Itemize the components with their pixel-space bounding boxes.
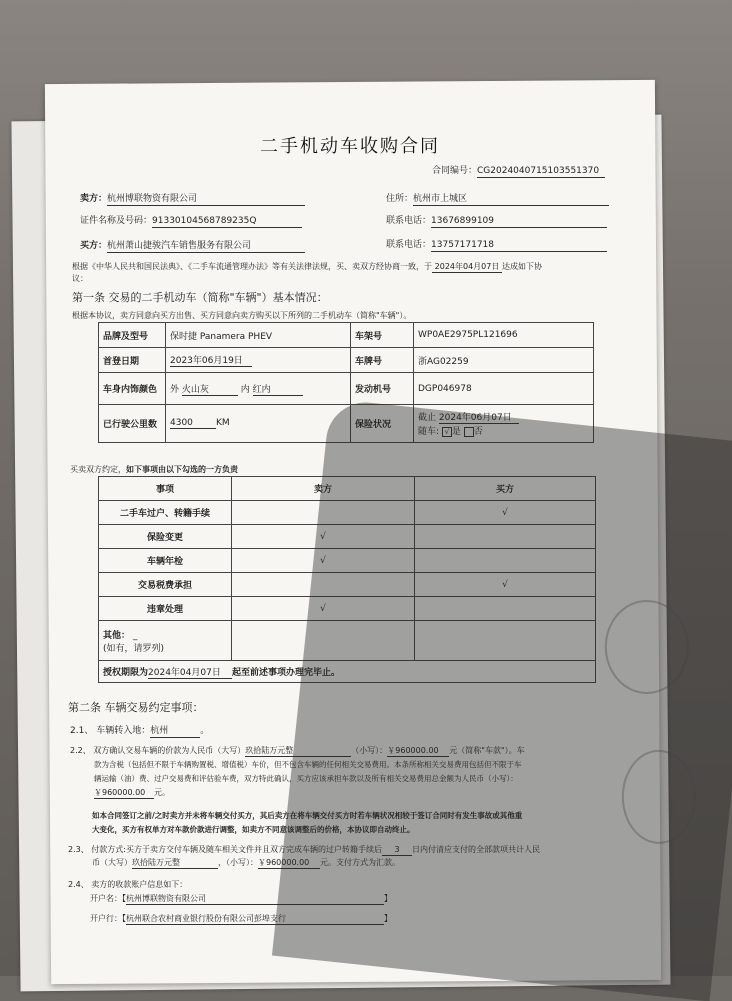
auth-label: 授权期限为 [103,667,149,678]
buyer-check[interactable]: √ [415,501,596,525]
reg-date-cell [166,348,351,373]
phone2-label: 联系电话： [386,240,432,250]
adjustment-clause-line2: 大变化，买方有权单方对车款价款进行调整，如卖方不同意该调整后的价格，本协议即自动终止。 [92,825,415,834]
responsibility-intro [70,464,238,475]
color-label: 车身内饰颜色 [99,373,166,405]
page-title: 二手机动车收购合同 [260,136,440,157]
table-row [99,501,596,525]
seller-value: 杭州博联物资有限公司 [107,194,305,206]
clause-2-3-line1 [68,844,540,856]
buyer-value: 杭州萧山捷骏汽车销售服务有限公司 [107,241,305,253]
phone1-row [386,216,607,228]
table-row [99,549,596,573]
clause-number: 2.3、 [68,845,89,854]
payment-uppercase: 玖拾陆万元整 [132,857,218,869]
bracket-left: 【 [122,914,126,923]
interior-value: 红内 [253,382,303,396]
intro-line2: 议： [72,274,88,283]
seller-check[interactable] [232,501,415,525]
buyer-check[interactable] [415,525,596,549]
payment-text-end: 日内付清应支付的全部款项共计人民 [411,845,540,854]
buyer-label: 买方： [80,241,108,251]
authorization-cell [99,661,596,683]
seller-check[interactable]: √ [232,597,415,621]
seller-check[interactable] [232,573,415,597]
auth-date: 2024年04月07日 [148,665,232,679]
other-label: 其他： [103,630,131,641]
clause-2-3-line2 [92,857,400,869]
clause-2-1 [70,726,209,738]
header-item: 事项 [99,477,232,501]
clause-2-2-line3: 辆运输（油）费、过户交易费和评估验车费，双方特此确认，买方应该承担车款以及所有相关交易费用总金额为人民币（小写）： [94,774,518,783]
seller-row [80,194,305,206]
table-header-row [99,477,596,501]
item-violations: 违章处理 [99,597,232,621]
buyer-row [80,241,305,253]
brand-value: 保时捷 Panamera PHEV [166,323,351,348]
other-cell [99,621,232,661]
payment-method: 元。支付方式为汇款。 [320,858,400,867]
other-seller-cell [232,621,415,661]
section2-heading: 第二条 车辆交易约定事项： [68,701,204,714]
item-transfer: 二手车过户、转籍手续 [99,501,232,525]
buyer-check[interactable]: √ [415,573,596,597]
intro-line1 [72,261,542,273]
reg-date-value: 2023年06月19日 [170,353,252,367]
table-row [99,373,594,405]
bracket-left: 【 [122,894,126,903]
clause-2-1-label: 车辆转入地： [96,726,151,736]
table-row [99,323,594,348]
insurance-until-label: 截止 [418,413,437,423]
bracket-right: 】 [384,894,392,903]
address-row [386,194,609,206]
other-note: (如有，请罗列) [103,643,165,654]
responsibility-table [98,476,596,683]
mileage-value: 4300 [170,418,216,429]
brand-label: 品牌及型号 [99,323,166,348]
payment-text: 付款方式:买方于卖方交付车辆及随车相关文件并且双方完成车辆的过户转籍手续后 [91,845,382,854]
account-name-value: 杭州博联物资有限公司 [126,893,384,905]
payment-uppercase-label: 币（大写） [92,858,132,867]
engine-label: 发动机号 [351,373,414,405]
item-insurance: 保险变更 [99,525,232,549]
id-label: 证件名称及号码： [80,216,153,226]
interior-prefix: 内 [240,384,250,395]
adjustment-clause-line1: 如本合同签订之前/之时卖方并未将车辆交付买方，其后卖方在将车辆交付买方时若车辆状况相较于签订合同时有发生事故或其他重 [92,811,523,820]
item-inspection: 车辆年检 [99,549,232,573]
item-taxes: 交易税费承担 [99,573,232,597]
mileage-cell [166,405,351,443]
intro-date: 2024年04月07日 [432,261,502,273]
mileage-unit: KM [216,418,230,428]
section1-heading: 第一条 交易的二手机动车（简称"车辆"）基本情况： [72,291,328,304]
seller-label: 卖方： [80,194,108,204]
yes-label: 是 [451,427,461,437]
with-car-label: 随车: [418,427,440,437]
other-value: _ [132,630,138,641]
table-row [99,661,596,683]
bracket-right: 】 [384,914,392,923]
clause-2-2-line2: 款为含税（包括但不限于车辆购置税、增值税）车价，但不包含车辆的任何相关交易费用。本条所称相关交易费用包括但不限于车 [94,760,522,769]
insurance-cell [414,405,594,443]
header-buyer: 买方 [415,477,596,501]
plate-label: 车牌号 [351,348,414,373]
buyer-check[interactable] [415,597,596,621]
account-info-label: 卖方的收款账户信息如下： [91,880,188,889]
intro-text-end: 达成如下协 [502,262,542,271]
account-name-label: 开户名： [90,894,122,903]
price-text-end: 元（简称"车款"）。车 [449,746,525,755]
bank-label: 开户行： [90,914,122,923]
destination-value: 杭州 [150,726,200,738]
exterior-value: 火山灰 [182,382,238,396]
responsibility-intro-a: 买卖双方约定， [70,465,126,474]
phone1-value: 13676899109 [431,216,607,228]
header-seller: 卖方 [232,477,415,501]
reg-date-label: 首登日期 [99,348,166,373]
id-value: 91330104568789235Q [152,216,302,228]
payment-lowercase: ￥960000.00 [258,857,320,869]
bank-value: 杭州联合农村商业银行股份有限公司彭埠支行 [126,913,384,925]
intro-text: 根据《中华人民共和国民法典》、《二手车流通管理办法》等有关法律法规，买、卖双方经协商一致，于 [72,262,432,271]
insurance-until [418,410,589,424]
section1-desc: 根据本协议，卖方同意向买方出售、买方同意向卖方购买以下所列的二手机动车（简称"车辆"）。 [72,311,412,320]
table-row [99,348,594,373]
vin-label: 车架号 [351,323,414,348]
phone2-value: 13757171718 [431,240,607,252]
mileage-label: 已行驶公里数 [99,405,166,443]
account-name-row [90,893,392,905]
payment-lowercase-label: ，（小写）： [218,858,258,867]
price-text: 双方确认交易车辆的价款为人民币（大写） [93,746,246,755]
contract-number-value: CG2024040715103551370 [477,166,605,178]
clause-2-2-line4 [94,787,170,799]
table-row [99,621,596,661]
total-amount: ￥960000.00 [94,787,154,799]
seller-check[interactable]: √ [232,549,415,573]
clause-number: 2.1、 [70,726,94,736]
clause-number: 2.2、 [70,746,91,755]
table-row [99,525,596,549]
table-row [99,597,596,621]
clause-number: 2.4、 [68,880,89,889]
insurance-until-value: 2024年06月07日 [439,410,519,424]
seller-check[interactable]: √ [232,525,415,549]
phone1-label: 联系电话： [386,216,432,226]
price-lowercase-label: （小写）： [351,746,388,755]
engine-value: DGP046978 [414,373,594,405]
bank-row [90,913,392,925]
insurance-label: 保险状况 [351,405,414,443]
clause-2-2-line1 [70,745,525,757]
no-checkbox[interactable] [464,427,474,437]
table-row [99,573,596,597]
vehicle-info-table [98,322,594,443]
auth-text: 起至前述事项办理完毕止。 [232,667,341,678]
responsibility-intro-b: 如下事项由以下勾选的一方负责 [126,465,238,474]
table-row [99,405,594,443]
price-uppercase: 玖拾陆万元整 [245,745,351,757]
contract-number [432,166,605,178]
no-label: 否 [473,427,483,437]
phone2-row [386,240,607,252]
vin-value: WP0AE2975PL121696 [414,323,594,348]
exterior-prefix: 外 [170,384,180,395]
id-row [80,216,302,228]
address-value: 杭州市上城区 [413,194,609,206]
clause-2-1-end: 。 [200,726,210,736]
address-label: 住所： [386,194,414,204]
color-cell [166,373,351,405]
payment-days: 3 [382,844,412,856]
with-car-row [418,424,589,437]
contract-number-label: 合同编号： [432,166,478,176]
total-amount-unit: 元。 [154,788,170,797]
yes-checkbox[interactable]: √ [442,427,452,437]
plate-value: 浙AG02259 [414,348,594,373]
buyer-check[interactable] [415,549,596,573]
clause-2-4 [68,879,187,890]
other-buyer-cell [415,621,596,661]
price-lowercase: ￥960000.00 [387,745,449,757]
